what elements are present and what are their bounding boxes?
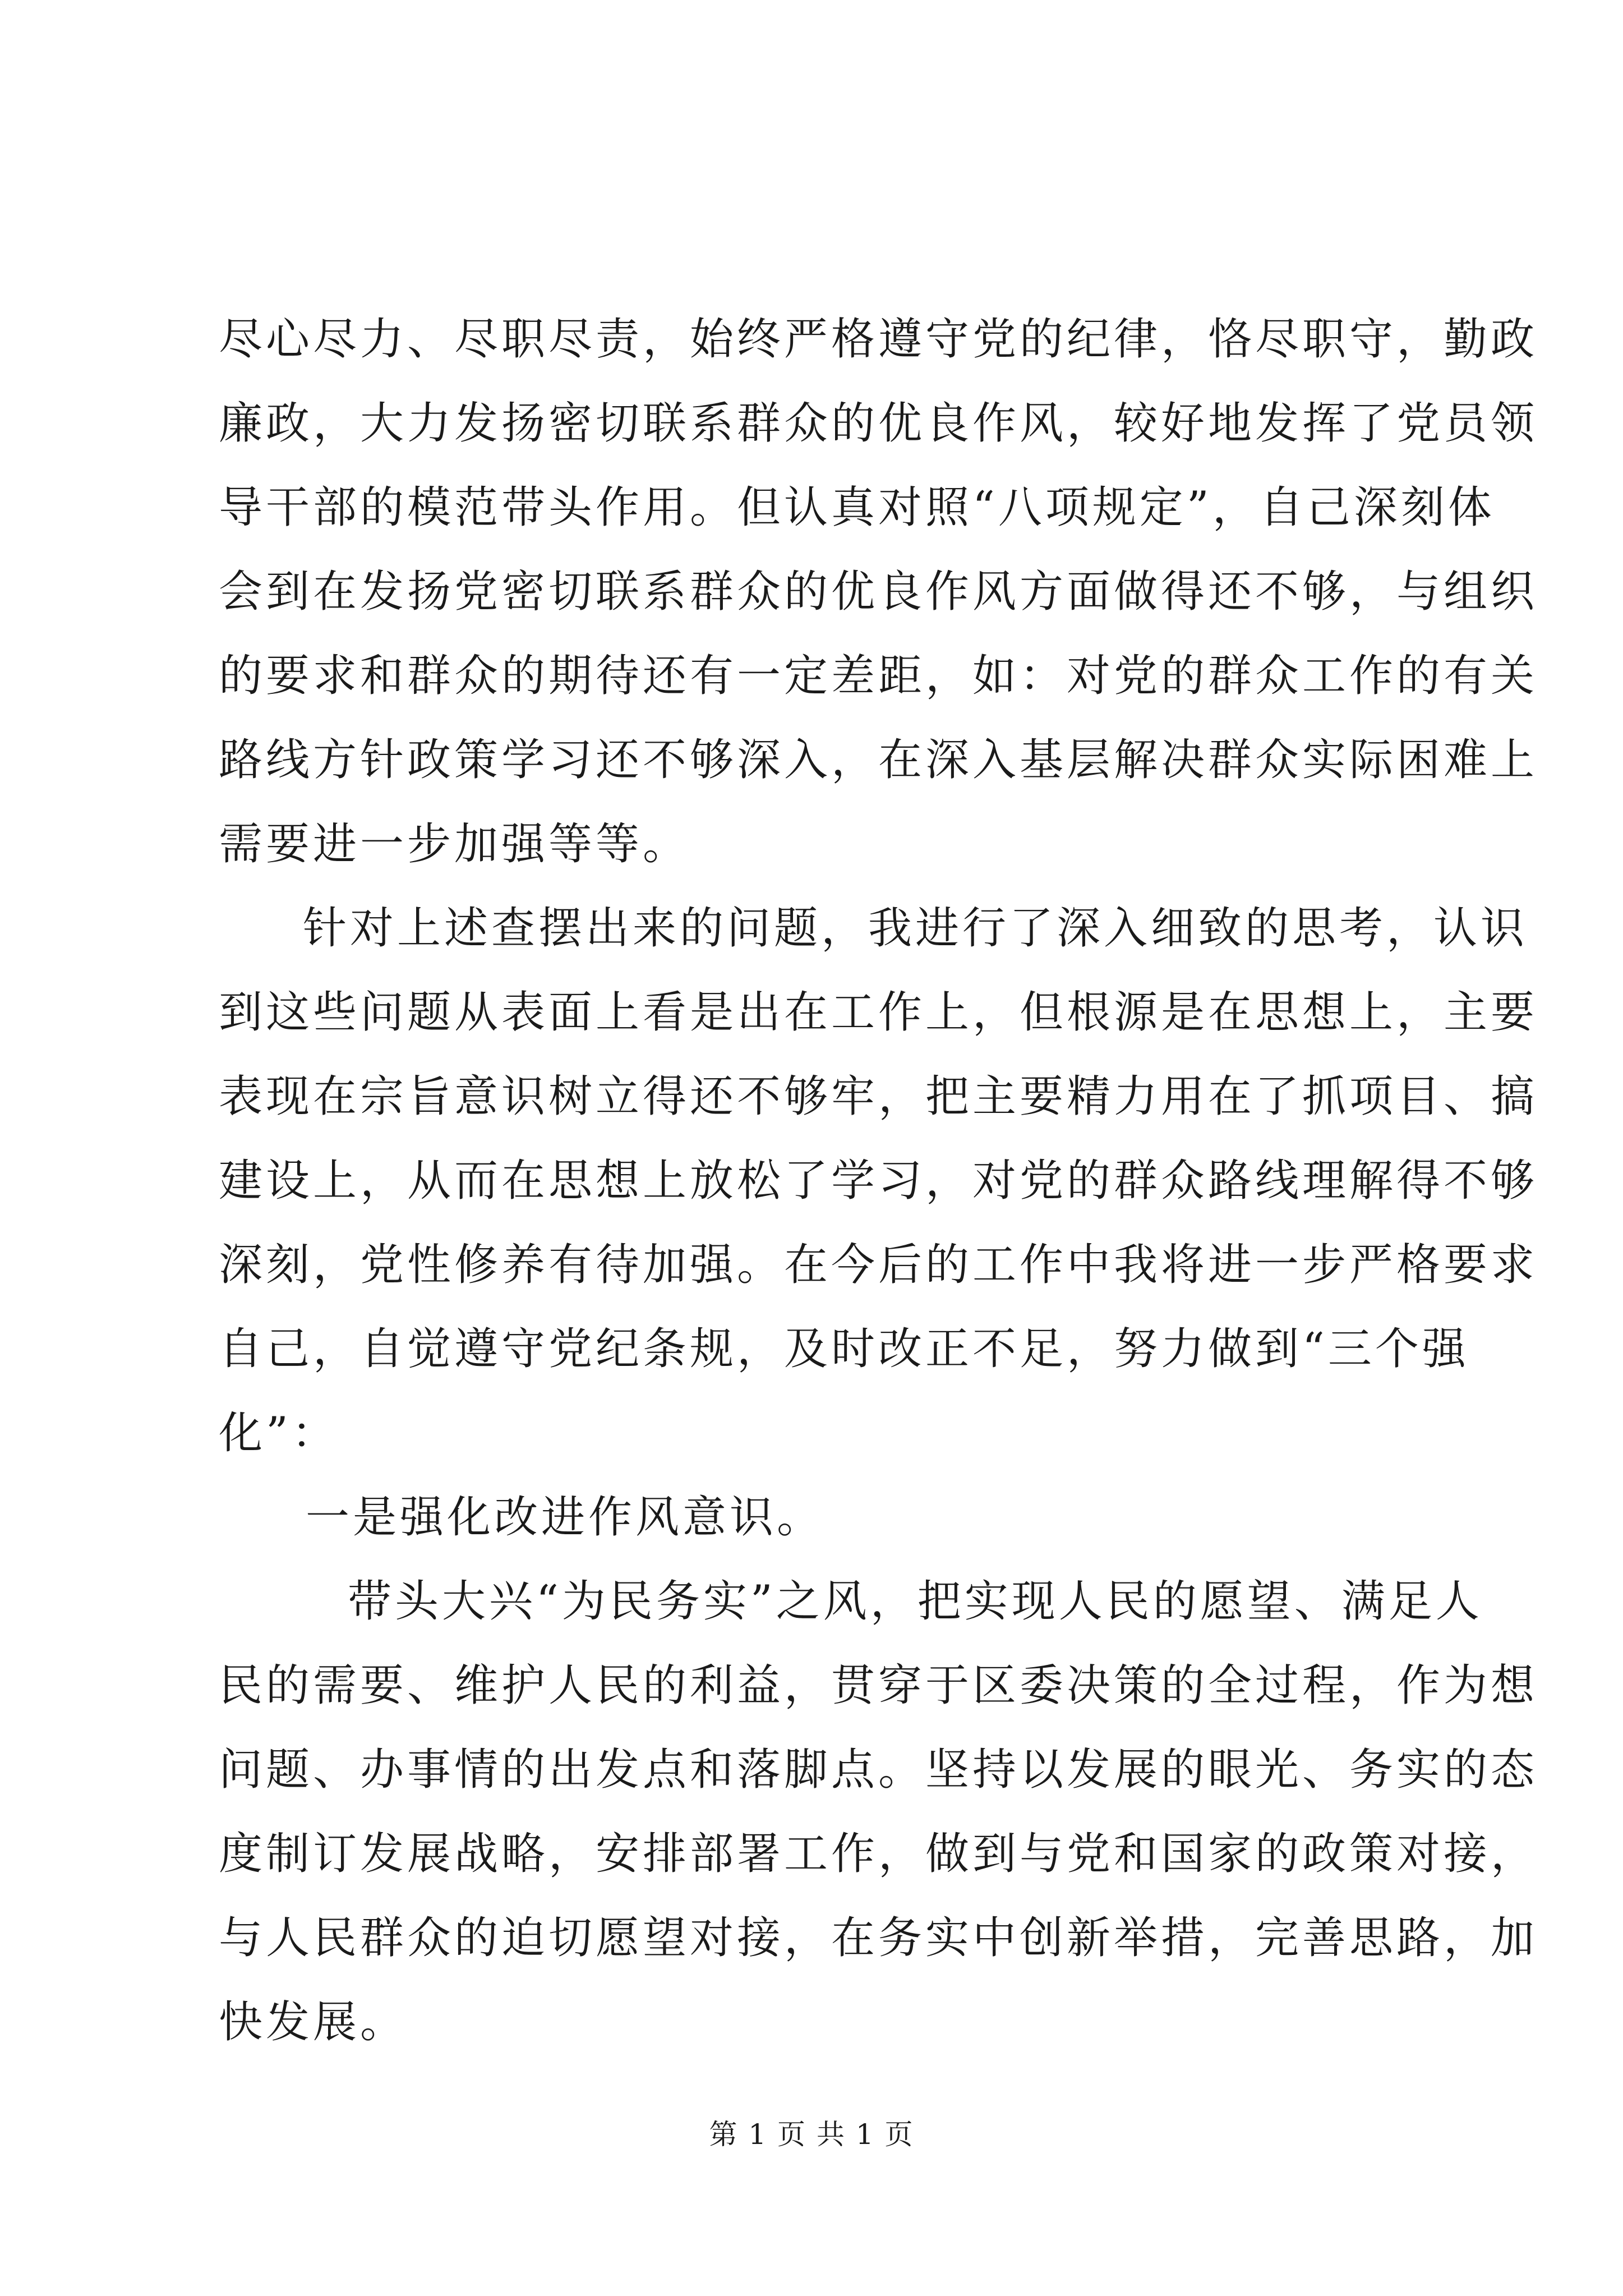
text-line: 表现在宗旨意识树立得还不够牢，把主要精力用在了抓项目、搞 bbox=[219, 1071, 1538, 1122]
text-line: 问题、办事情的出发点和落脚点。坚持以发展的眼光、务实的态 bbox=[219, 1745, 1538, 1795]
text-line: 带头大兴“为民务实”之风，把实现人民的愿望、满足人 bbox=[348, 1576, 1483, 1627]
text-line: 自己，自觉遵守党纪条规，及时改正不足，努力做到“三个强 bbox=[219, 1324, 1469, 1374]
text-line: 尽心尽力、尽职尽责，始终严格遵守党的纪律，恪尽职守，勤政 bbox=[219, 314, 1538, 365]
text-line: 深刻，党性修养有待加强。在今后的工作中我将进一步严格要求 bbox=[219, 1240, 1538, 1290]
text-line: 到这些问题从表面上看是出在工作上，但根源是在思想上，主要 bbox=[219, 987, 1538, 1038]
text-line: 与人民群众的迫切愿望对接，在务实中创新举措，完善思路，加 bbox=[219, 1913, 1538, 1963]
text-line: 廉政，大力发扬密切联系群众的优良作风，较好地发挥了党员领 bbox=[219, 398, 1538, 449]
text-line: 导干部的模范带头作用。但认真对照“八项规定”，自己深刻体 bbox=[219, 482, 1495, 533]
text-line: 化”： bbox=[219, 1408, 339, 1458]
text-line: 的要求和群众的期待还有一定差距，如：对党的群众工作的有关 bbox=[219, 651, 1538, 701]
text-line: 建设上，从而在思想上放松了学习，对党的群众路线理解得不够 bbox=[219, 1156, 1538, 1206]
text-line: 需要进一步加强等等。 bbox=[219, 819, 690, 869]
text-line: 度制订发展战略，安排部署工作，做到与党和国家的政策对接， bbox=[219, 1829, 1538, 1879]
section-heading: 一是强化改进作风意识。 bbox=[306, 1492, 824, 1543]
text-line: 会到在发扬党密切联系群众的优良作风方面做得还不够，与组织 bbox=[219, 567, 1538, 617]
text-line: 路线方针政策学习还不够深入，在深入基层解决群众实际困难上 bbox=[219, 735, 1538, 785]
page-number-footer: 第 1 页 共 1 页 bbox=[709, 2118, 914, 2151]
text-line: 快发展。 bbox=[219, 1997, 408, 2047]
text-line: 针对上述查摆出来的问题，我进行了深入细致的思考，认识 bbox=[303, 903, 1528, 954]
text-line: 民的需要、维护人民的利益，贯穿于区委决策的全过程，作为想 bbox=[219, 1660, 1538, 1711]
